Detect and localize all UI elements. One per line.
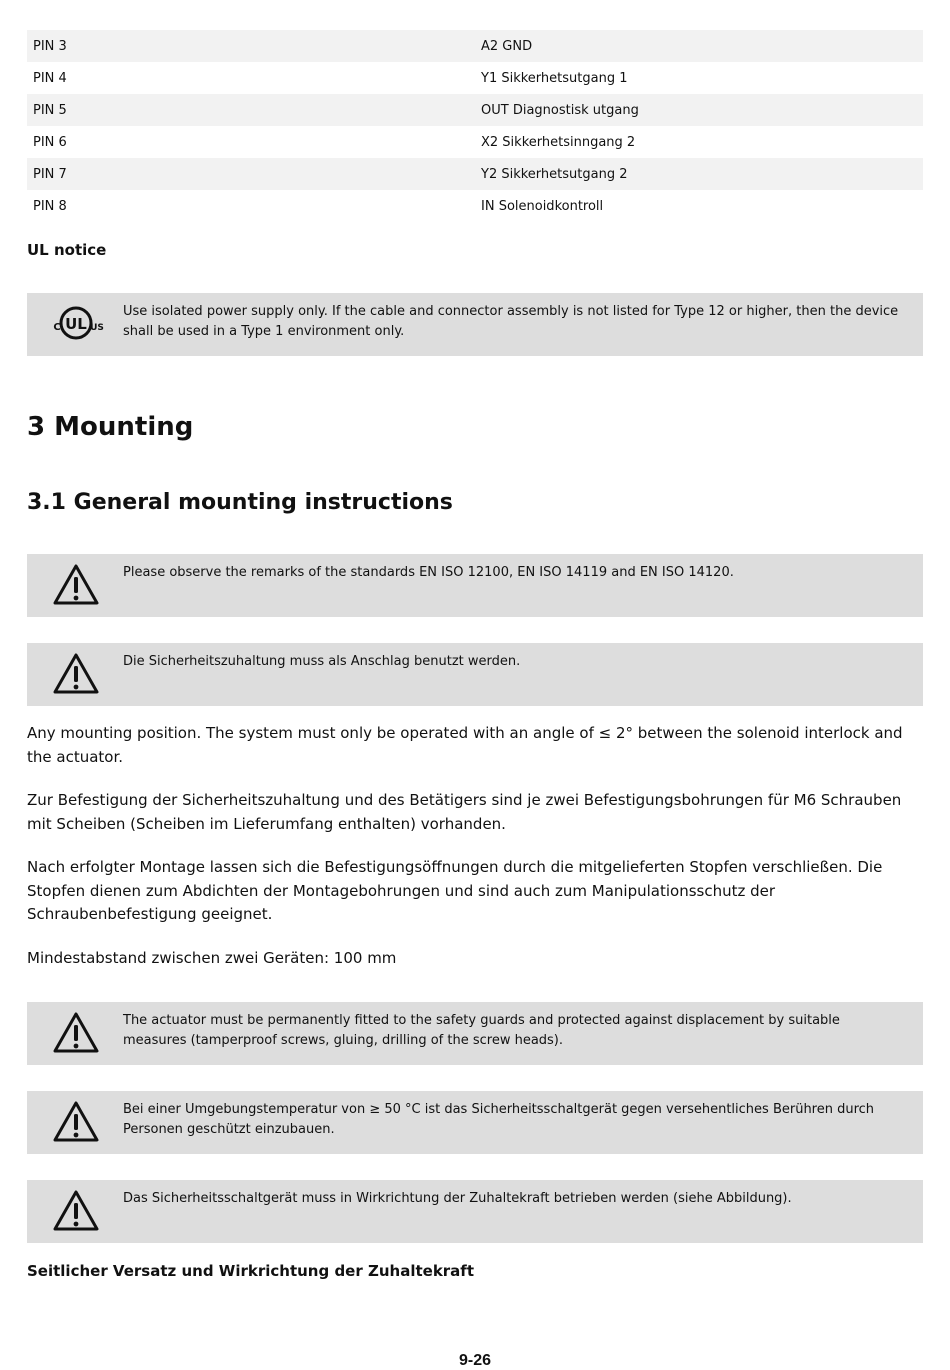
ul-notice-box xyxy=(27,293,923,356)
signal-cell: Y2 Sikkerhetsutgang 2 xyxy=(475,158,923,190)
warning-box xyxy=(27,1002,923,1065)
pin-cell: PIN 3 xyxy=(27,30,475,62)
ul-logo-us-text: US xyxy=(90,323,104,333)
table-row xyxy=(27,126,923,158)
warning-icon xyxy=(51,1186,101,1234)
ul-notice-heading: UL notice xyxy=(27,241,107,259)
pin-cell: PIN 4 xyxy=(33,70,67,86)
paragraph: Zur Befestigung der Sicherheitszuhaltung und des Betätigers sind je zwei Befestigungsbohrungen für M6 Schrauben mit Scheiben (Scheiben im Lieferumfang enthalten) vorhanden. xyxy=(27,791,902,833)
paragraph: Any mounting position. The system must only be operated with an angle of ≤ 2° between the solenoid interlock and the actuator. xyxy=(27,724,903,766)
warning-icon xyxy=(51,1008,101,1056)
warning-icon xyxy=(51,560,101,608)
pin-cell: PIN 8 xyxy=(33,198,67,214)
warning-text: Please observe the remarks of the standards EN ISO 12100, EN ISO 14119 and EN ISO 14120. xyxy=(123,565,734,580)
table-row xyxy=(27,30,923,62)
pin-cell: PIN 5 xyxy=(27,94,475,126)
paragraph: Nach erfolgter Montage lassen sich die Befestigungsöffnungen durch die mitgelieferten Stopfen verschließen. Die Stopfen dienen zum Abdichten der Montagebohrungen und sind auch zum Manipulationsschutz der Schraubenbefestigung geeignet. xyxy=(27,858,883,923)
signal-cell: OUT Diagnostisk utgang xyxy=(475,94,923,126)
signal-cell: IN Solenoidkontroll xyxy=(481,198,604,214)
page-number: 9-26 xyxy=(458,1352,492,1369)
signal-cell: X2 Sikkerhetsinngang 2 xyxy=(481,134,636,150)
table-row xyxy=(27,190,923,222)
warning-icon xyxy=(51,1097,101,1145)
subsection-title: 3.1 General mounting instructions xyxy=(27,490,453,515)
warning-text: Bei einer Umgebungstemperatur von ≥ 50 °C ist das Sicherheitsschaltgerät gegen versehentliches Berühren durch Personen geschützt einzubauen. xyxy=(123,1102,875,1137)
table-row xyxy=(27,158,923,190)
table-row xyxy=(27,62,923,94)
pin-cell: PIN 7 xyxy=(27,158,475,190)
warning-box xyxy=(27,1091,923,1154)
ul-logo-c-text: C xyxy=(53,322,61,333)
paragraph: Mindestabstand zwischen zwei Geräten: 100 mm xyxy=(27,949,397,967)
ul-logo-text: UL xyxy=(65,315,87,333)
warning-text: Die Sicherheitszuhaltung muss als Anschlag benutzt werden. xyxy=(123,654,521,669)
figure-caption: Seitlicher Versatz und Wirkrichtung der Zuhaltekraft xyxy=(27,1262,475,1280)
cul-us-mark-icon xyxy=(51,299,104,347)
pin-assignment-table xyxy=(27,30,923,222)
warning-text: The actuator must be permanently fitted to the safety guards and protected against displacement by suitable measures (tamperproof screws, gluing, drilling of the screw heads). xyxy=(123,1013,840,1048)
warning-box xyxy=(27,1180,923,1243)
signal-cell: A2 GND xyxy=(475,30,923,62)
warning-box xyxy=(27,643,923,706)
warning-box xyxy=(27,554,923,617)
section-title: 3 Mounting xyxy=(27,412,194,442)
signal-cell: Y1 Sikkerhetsutgang 1 xyxy=(481,70,628,86)
warning-text: Das Sicherheitsschaltgerät muss in Wirkrichtung der Zuhaltekraft betrieben werden (siehe Abbildung). xyxy=(123,1191,792,1206)
warning-icon xyxy=(51,649,101,697)
ul-notice-text: Use isolated power supply only. If the cable and connector assembly is not listed for Type 12 or higher, then the device shall be used in a Type 1 environment only. xyxy=(123,304,899,339)
pin-cell: PIN 6 xyxy=(33,134,67,150)
table-row xyxy=(27,94,923,126)
